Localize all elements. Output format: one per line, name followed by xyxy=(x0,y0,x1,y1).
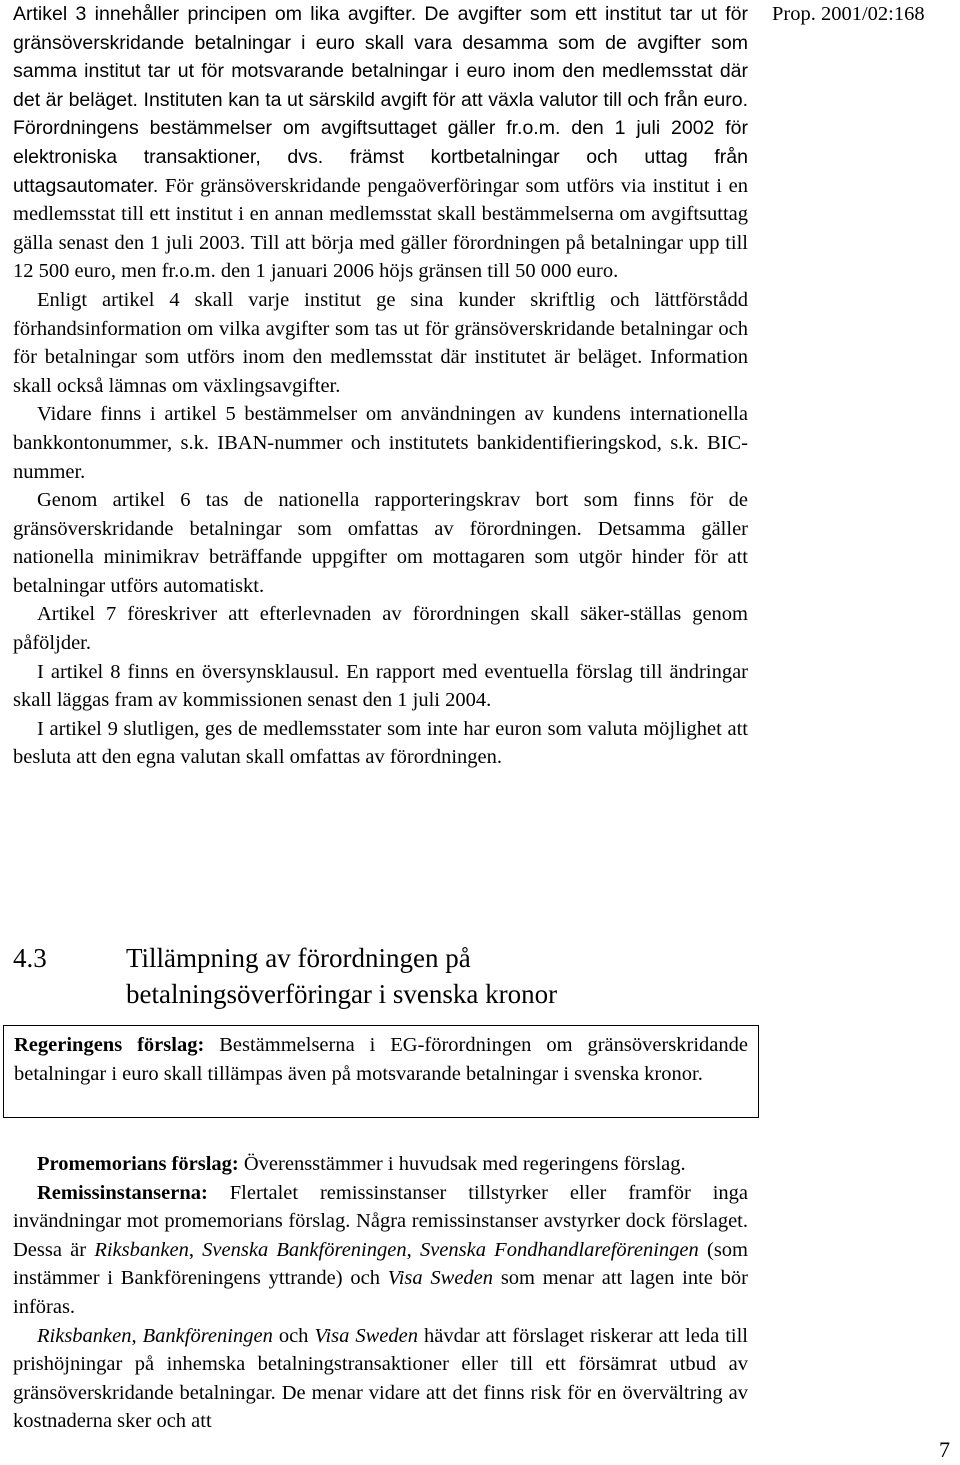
paragraph-artikel-8: I artikel 8 finns en översynsklausul. En rapport med eventuella förslag till ändringar skall läggas fram av kommissionen senast den 1 juli 2004. xyxy=(13,660,748,712)
org-name: Visa Sweden xyxy=(387,1267,494,1290)
section-number: 4.3 xyxy=(13,943,47,973)
bottom-text-block xyxy=(13,1150,748,1436)
text-segment: För gränsöverskridande pengaöverföringar som utförs via institut i en medlemsstat till ett institut i en annan medlemsstat skall bestämmelserna om avgiftsuttag gälla senast den 1 juli 2003. Till att börja med gäller förordningen på betalningar upp till 12 500 euro, men fr.o.m. den 1 januari 2006 höjs gränsen till 50 000 euro. xyxy=(13,174,748,283)
text-segment: hävdar att förslaget riskerar att leda till prishöjningar på inhemska betalningstransaktioner eller till ett försämrat utbud av gränsöverskridande betalningar. De menar vidare att det finns risk för en övervältring av kostnaderna sker och att xyxy=(13,1324,748,1433)
page-number: 7 xyxy=(939,1437,950,1462)
proposal-text xyxy=(14,1031,748,1088)
org-name: Bankföreningen xyxy=(142,1324,273,1347)
paragraph-artikel-6: Genom artikel 6 tas de nationella rapporteringskrav bort som finns för de gränsöverskridande betalningar som omfattas av förordningen. Detsamma gäller nationella minimikrav beträffande uppgifter om mottagaren som utgör hinder för att betalningar utförs automatiskt. xyxy=(13,489,748,597)
paragraph-artikel-3 xyxy=(13,0,748,286)
top-text-block xyxy=(13,0,748,772)
proposition-reference: Prop. 2001/02:168 xyxy=(772,3,925,25)
promemoria-text: Överensstämmer i huvudsak med regeringens förslag. xyxy=(238,1153,686,1175)
paragraph-riksbanken xyxy=(13,1322,748,1436)
paragraph-artikel-4: Enligt artikel 4 skall varje institut ge sina kunder skriftlig och lättförstådd förhandsinformation om vilka avgifter som tas ut för gränsöverskridande betalningar och för betalningar som utförs inom den medlemsstat där institutet är beläget. Information skall också lämnas om växlingsavgifter. xyxy=(13,288,748,397)
text-segment: Förordningens bestämmelser om avgiftsuttaget gäller fr.o.m. den 1 juli 2002 för elektroniska transaktioner, dvs. främst kortbetalningar och uttag från uttagsautomater. xyxy=(13,117,748,197)
paragraph-remissinstanserna xyxy=(13,1179,748,1322)
remiss-label: Remissinstanserna: xyxy=(37,1181,208,1204)
promemoria-label: Promemorians förslag: xyxy=(37,1153,239,1175)
text-segment: , xyxy=(406,1238,420,1261)
paragraph-artikel-5: Vidare finns i artikel 5 bestämmelser om användningen av kundens internationella bankkontonummer, s.k. IBAN-nummer och institutets bankidentifieringskod, s.k. BIC-nummer. xyxy=(13,403,748,483)
proposal-label: Regeringens förslag: xyxy=(14,1034,205,1056)
government-proposal-box xyxy=(3,1025,759,1118)
text-segment: Flertalet remissinstanser tillstyrker eller framför inga invändningar mot promemorians förslag. Några remissinstanser avstyrker dock förslaget. Dessa är xyxy=(13,1181,748,1261)
section-heading xyxy=(13,940,686,1012)
section-title-line: betalningsöverföringar i svenska kronor xyxy=(126,979,558,1009)
text-segment: Artikel 3 innehåller principen om lika avgifter. De avgifter som ett institut tar ut för gränsöverskridande betalningar i euro skall vara desamma som de avgifter som samma institut tar ut för motsvarande betalningar i euro inom den medlemsstat där det är beläget. Instituten kan ta ut särskild avgift för att växla valutor till och från euro. xyxy=(13,3,748,111)
paragraph-artikel-7: Artikel 7 föreskriver att efterlevnaden av förordningen skall säker-ställas genom påföljder. xyxy=(13,603,748,655)
text-segment: , xyxy=(131,1324,143,1347)
section-title-line: Tillämpning av förordningen på xyxy=(126,943,471,973)
org-name: Visa Sweden xyxy=(314,1324,418,1347)
proposal-body: Bestämmelserna i EG-förordningen om gränsöverskridande betalningar i euro skall tillämpas även på motsvarande betalningar i svenska kronor. xyxy=(14,1034,748,1085)
text-segment: , xyxy=(188,1238,203,1261)
text-segment: (som instämmer i Bankföreningens yttrande) och xyxy=(13,1238,748,1290)
org-name: Riksbanken xyxy=(37,1324,132,1347)
paragraph-promemoria xyxy=(13,1150,748,1179)
section-title xyxy=(126,940,686,1012)
org-name: Riksbanken xyxy=(94,1238,189,1261)
org-name: Svenska Bankföreningen xyxy=(202,1238,407,1261)
text-segment: och xyxy=(272,1324,315,1347)
text-segment: som menar att lagen inte bör införas. xyxy=(13,1267,749,1318)
paragraph-artikel-9: I artikel 9 slutligen, ges de medlemsstater som inte har euron som valuta möjlighet att besluta att den egna valutan skall omfattas av förordningen. xyxy=(13,717,748,769)
org-name: Svenska Fondhandlareföreningen xyxy=(419,1238,699,1261)
